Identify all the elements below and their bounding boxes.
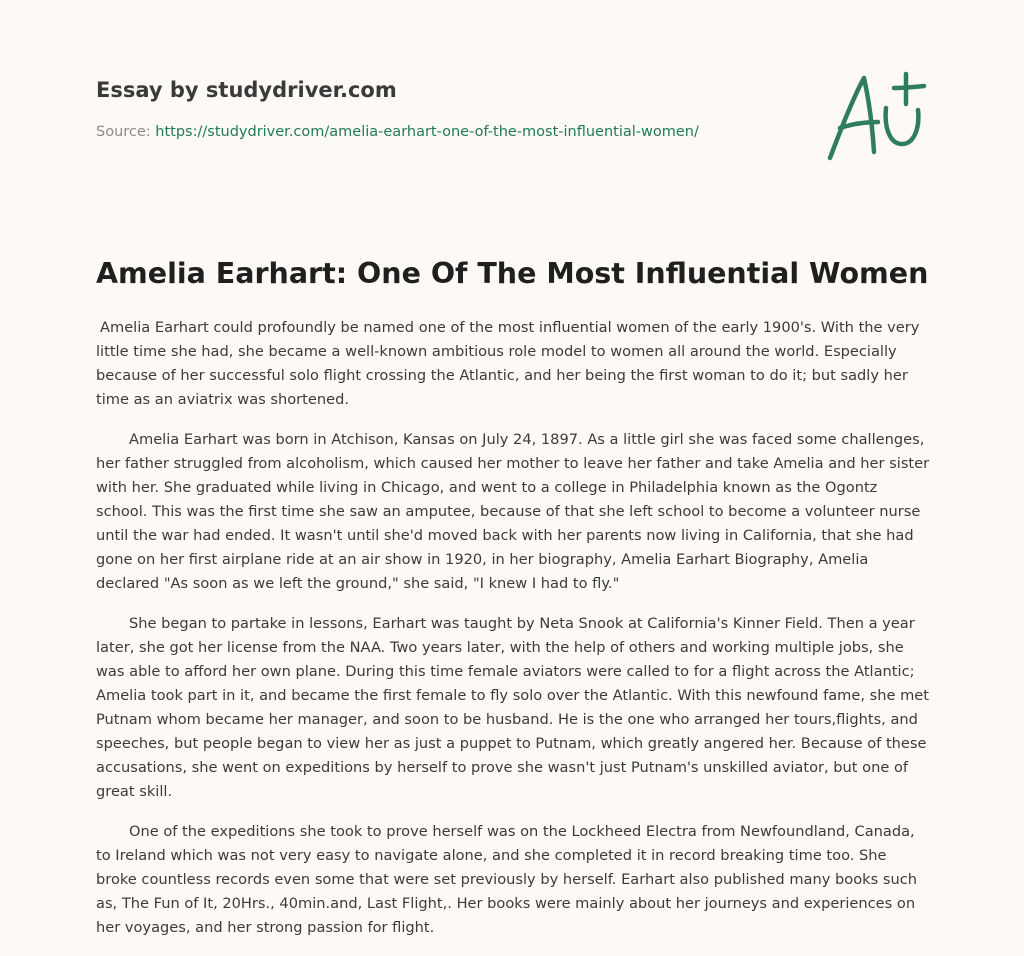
source-link[interactable]: https://studydriver.com/amelia-earhart-one-of-the-most-influential-women/ [155, 124, 699, 140]
essay-header [96, 76, 796, 142]
essay-title: Amelia Earhart: One Of The Most Influential Women [96, 257, 929, 290]
a-plus-grade-logo-icon [820, 66, 930, 166]
essay-paragraph: Amelia Earhart could profoundly be named one of the most influential women of the early 1900's. With the very little time she had, she became a well-known ambitious role model to women all around the world. Especially because of her successful solo flight crossing the Atlantic, and her being the first woman to do it; but sadly her time as an aviatrix was shortened. [96, 319, 920, 408]
essay-paragraph: One of the expeditions she took to prove herself was on the Lockheed Electra from Newfoundland, Canada, to Ireland which was not very easy to navigate alone, and she completed it in record breaking time too. She broke countless records even some that were set previously by herself. Earhart also published many books such as, The Fun of It, 20Hrs., 40min.and, Last Flight,. Her books were mainly about her journeys and experiences on her voyages, and her strong passion for flight. [96, 823, 917, 936]
essay-paragraph: She began to partake in lessons, Earhart was taught by Neta Snook at California's Kinner Field. Then a year later, she got her license from the NAA. Two years later, with the help of others and working multiple jobs, she was able to afford her own plane. During this time female aviators were called to for a flight across the Atlantic; Amelia took part in it, and became the first female to fly solo over the Atlantic. With this newfound fame, she met Putnam whom became her manager, and soon to be husband. He is the one who arranged her tours,flights, and speeches, but people began to view her as just a puppet to Putnam, which greatly angered her. Because of these accusations, she went on expeditions by herself to prove she wasn't just Putnam's unskilled aviator, but one of great skill. [96, 615, 930, 800]
essay-body [96, 316, 930, 956]
site-title: Essay by studydriver.com [96, 78, 397, 102]
source-label: Source: [96, 124, 156, 140]
source-line [96, 122, 796, 142]
essay-paragraph: Amelia Earhart was born in Atchison, Kansas on July 24, 1897. As a little girl she was faced some challenges, her father struggled from alcoholism, which caused her mother to leave her father and take Amelia and her sister with her. She graduated while living in Chicago, and went to a college in Philadelphia known as the Ogontz school. This was the first time she saw an amputee, because of that she left school to become a volunteer nurse until the war had ended. It wasn't until she'd moved back with her parents now living in California, that she had gone on her first airplane ride at an air show in 1920, in her biography, Amelia Earhart Biography, Amelia declared "As soon as we left the ground," she said, "I knew I had to fly." [96, 431, 930, 592]
